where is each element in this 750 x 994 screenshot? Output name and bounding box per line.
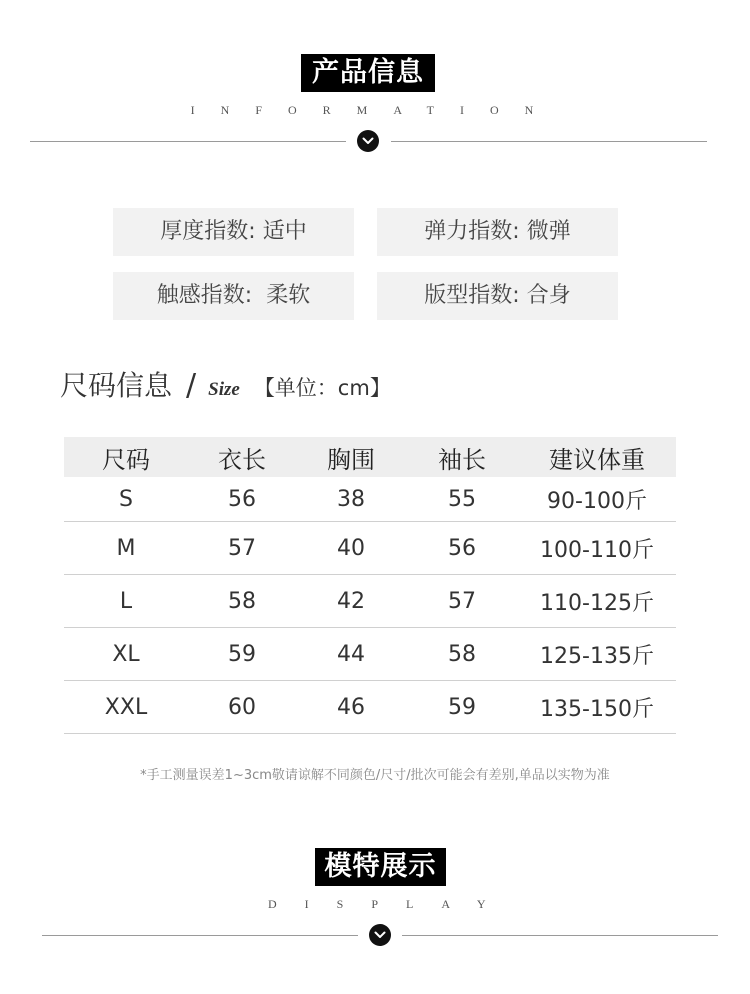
table-cell: 57 <box>228 535 256 561</box>
attr-value: 微弹 <box>526 219 571 244</box>
info-title: 产品信息 <box>301 54 435 92</box>
table-cell: XL <box>112 641 140 667</box>
display-divider-right <box>402 935 718 936</box>
table-row <box>64 681 676 734</box>
table-row <box>64 575 676 628</box>
attr-label: 版型指数: <box>424 283 520 308</box>
table-cell: 57 <box>448 588 476 614</box>
table-cell: 58 <box>448 641 476 667</box>
attr-label: 触感指数: <box>156 283 253 308</box>
size-table <box>64 437 676 734</box>
table-cell: 42 <box>337 588 365 614</box>
size-title-separator: / <box>186 368 197 403</box>
attr-value: 适中 <box>262 219 307 244</box>
attr-value: 柔软 <box>266 283 311 308</box>
info-divider-right <box>391 141 707 142</box>
display-divider-left <box>42 935 358 936</box>
table-cell: 135-150斤 <box>540 696 654 722</box>
table-cell: 59 <box>448 694 476 720</box>
header-cell-chest: 胸围 <box>327 445 375 474</box>
attr-touch <box>113 272 354 320</box>
attr-fit <box>377 272 618 320</box>
table-cell: 58 <box>228 588 256 614</box>
table-header <box>64 437 676 477</box>
header-cell-sleeve: 袖长 <box>438 445 486 474</box>
chevron-down-icon <box>369 924 391 946</box>
size-info-title <box>60 364 391 408</box>
attr-label: 厚度指数: <box>160 219 256 244</box>
table-cell: 56 <box>448 535 476 561</box>
size-unit: 【单位：cm】 <box>253 376 391 400</box>
attr-value: 合身 <box>526 283 571 308</box>
table-cell: XXL <box>104 694 148 720</box>
info-caption: INFORMATION <box>190 103 560 117</box>
table-cell: 44 <box>337 641 365 667</box>
chevron-down-icon <box>357 130 379 152</box>
display-caption: DISPLAY <box>268 897 514 911</box>
table-cell: 100-110斤 <box>540 537 654 563</box>
table-cell: 59 <box>228 641 256 667</box>
header-cell-length: 衣长 <box>218 445 266 474</box>
table-cell: 40 <box>337 535 365 561</box>
header-cell-size: 尺码 <box>102 445 150 474</box>
table-cell: 56 <box>228 486 256 512</box>
table-cell: 55 <box>448 486 476 512</box>
table-cell: 60 <box>228 694 256 720</box>
attr-label: 弹力指数: <box>424 219 520 244</box>
table-row <box>64 522 676 575</box>
table-cell: L <box>119 588 133 614</box>
attr-elasticity <box>377 208 618 256</box>
table-cell: 38 <box>337 486 365 512</box>
display-title: 模特展示 <box>315 848 446 886</box>
table-cell: 125-135斤 <box>540 643 654 669</box>
table-cell: S <box>119 486 133 512</box>
header-cell-weight: 建议体重 <box>549 445 645 474</box>
attr-thickness <box>113 208 354 256</box>
table-cell: 110-125斤 <box>540 590 654 616</box>
table-cell: M <box>116 535 136 561</box>
table-row <box>64 628 676 681</box>
table-cell: 90-100斤 <box>547 488 647 514</box>
size-title-en: Size <box>208 379 240 400</box>
size-title-zh: 尺码信息 <box>60 369 173 402</box>
measurement-note: *手工测量误差1~3cm敬请谅解不同颜色/尺寸/批次可能会有差别,单品以实物为准 <box>140 768 610 783</box>
table-row <box>64 477 676 522</box>
info-divider-left <box>30 141 346 142</box>
table-cell: 46 <box>337 694 365 720</box>
